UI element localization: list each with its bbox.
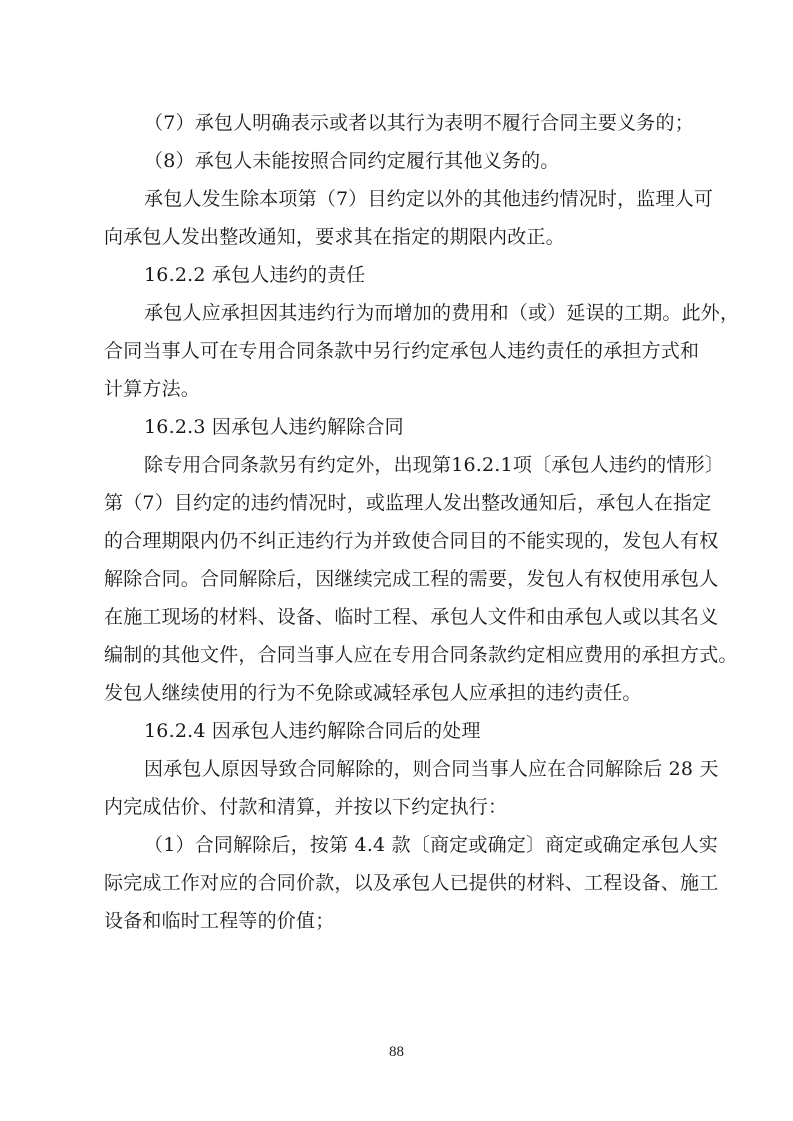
- paragraph-line: 际完成工作对应的合同价款，以及承包人已提供的材料、工程设备、施工: [104, 872, 719, 894]
- paragraph-line: 承包人发生除本项第（7）目约定以外的其他违约情况时，监理人可: [144, 188, 714, 210]
- section-heading-16-2-4: 16.2.4 因承包人违约解除合同后的处理: [144, 720, 481, 742]
- item-1: （1）合同解除后，按第 4.4 款〔商定或确定〕商定或确定承包人实: [144, 834, 718, 856]
- paragraph-line: 解除合同。合同解除后，因继续完成工程的需要，发包人有权使用承包人: [104, 568, 719, 590]
- paragraph-line: 发包人继续使用的行为不免除或减轻承包人应承担的违约责任。: [104, 682, 642, 704]
- document-body: [104, 104, 740, 940]
- paragraph-line: 在施工现场的材料、设备、临时工程、承包人文件和由承包人或以其名义: [104, 606, 719, 628]
- section-heading-16-2-2: 16.2.2 承包人违约的责任: [144, 264, 366, 286]
- paragraph-line: 承包人应承担因其违约行为而增加的费用和（或）延误的工期。此外，: [144, 302, 740, 324]
- paragraph-line: 内完成估价、付款和清算，并按以下约定执行：: [104, 796, 508, 818]
- paragraph-line: 编制的其他文件，合同当事人应在专用合同条款约定相应费用的承担方式。: [104, 644, 738, 666]
- paragraph-line: 因承包人原因导致合同解除的，则合同当事人应在合同解除后 28 天: [144, 758, 719, 780]
- paragraph-line: 合同当事人可在专用合同条款中另行约定承包人违约责任的承担方式和: [104, 340, 700, 362]
- paragraph-line: 计算方法。: [104, 378, 201, 400]
- paragraph-line: 向承包人发出整改通知，要求其在指定的期限内改正。: [104, 226, 565, 248]
- item-8: （8）承包人未能按照合同约定履行其他义务的。: [144, 150, 560, 172]
- section-heading-16-2-3: 16.2.3 因承包人违约解除合同: [144, 416, 404, 438]
- paragraph-line: 第（7）目约定的违约情况时，或监理人发出整改通知后，承包人在指定: [104, 492, 712, 514]
- paragraph-line: 设备和临时工程等的价值；: [104, 910, 335, 932]
- page-number: 88: [389, 1044, 404, 1060]
- item-7: （7）承包人明确表示或者以其行为表明不履行合同主要义务的；: [144, 112, 694, 134]
- paragraph-line: 的合理期限内仍不纠正违约行为并致使合同目的不能实现的，发包人有权: [104, 530, 719, 552]
- paragraph-line: 除专用合同条款另有约定外，出现第16.2.1项〔承包人违约的情形〕: [144, 454, 725, 476]
